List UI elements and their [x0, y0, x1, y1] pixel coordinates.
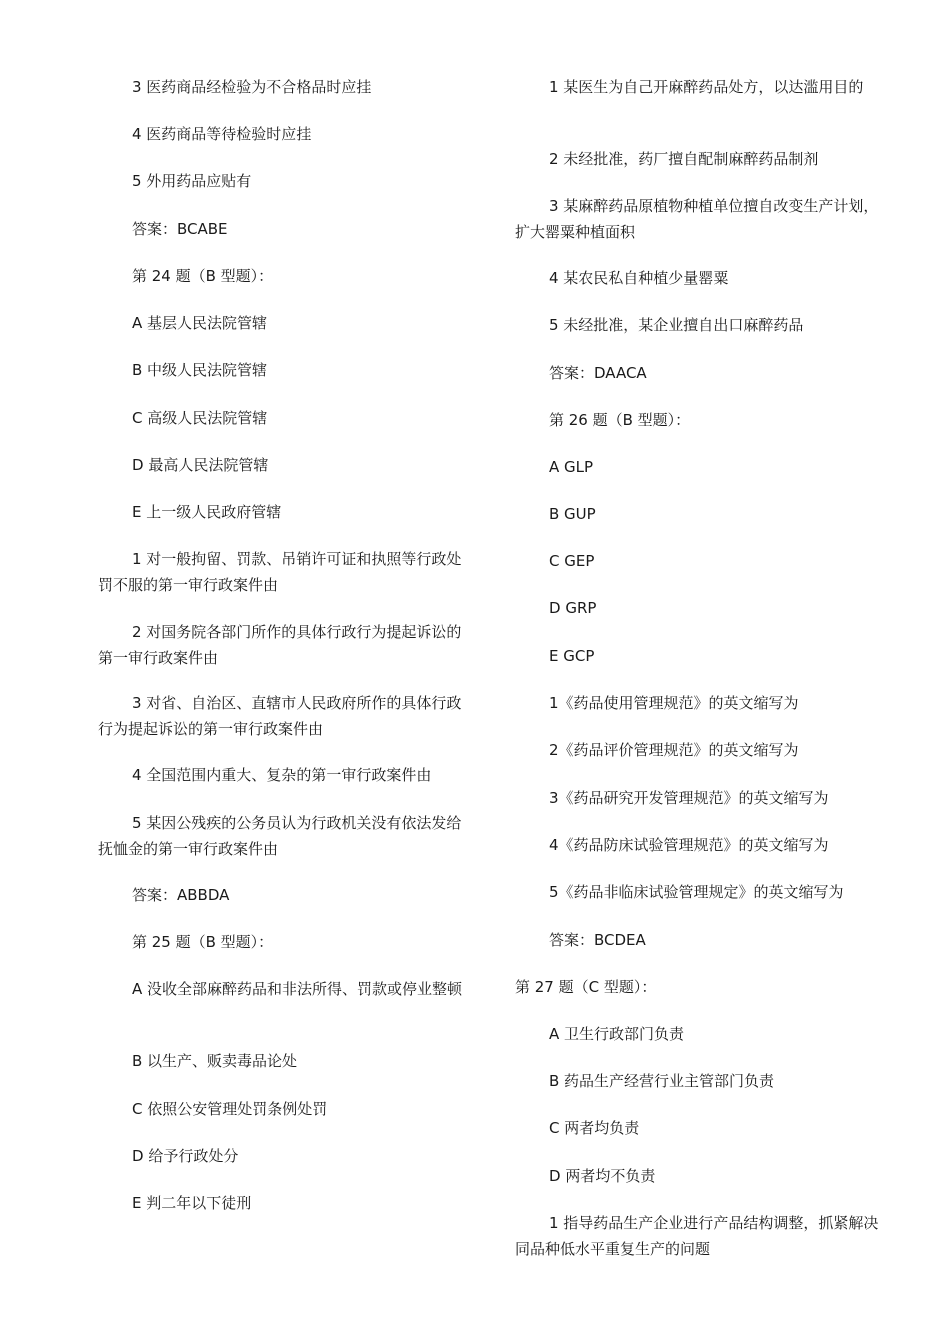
sub-question: 3 某麻醉药品原植物种植单位擅自改变生产计划，扩大罂粟种植面积 [515, 197, 879, 241]
answer-line: 答案：BCABE [132, 220, 228, 238]
sub-question: 1《药品使用管理规范》的英文缩写为 [549, 694, 799, 712]
sub-question: 1 对一般拘留、罚款、吊销许可证和执照等行政处罚不服的第一审行政案件由 [98, 550, 462, 594]
option-item: A 卫生行政部门负责 [549, 1025, 685, 1043]
left-paragraph: 5 外用药品应贴有 [132, 172, 252, 190]
option-item: C GEP [549, 552, 595, 570]
option-item: C 依照公安管理处罚条例处罚 [132, 1100, 328, 1118]
option-item: C 高级人民法院管辖 [132, 409, 268, 427]
answer-line: 答案：BCDEA [549, 931, 646, 949]
sub-question: 3 对省、自治区、直辖市人民政府所作的具体行政行为提起诉讼的第一审行政案件由 [98, 694, 462, 738]
option-item: E 上一级人民政府管辖 [132, 503, 282, 521]
left-paragraph: 4 医药商品等待检验时应挂 [132, 125, 312, 143]
option-item: A 没收全部麻醉药品和非法所得、罚款或停业整顿 [132, 980, 463, 998]
sub-question: 5 某因公残疾的公务员认为行政机关没有依法发给抚恤金的第一审行政案件由 [98, 814, 462, 858]
option-item: D 最高人民法院管辖 [132, 456, 269, 474]
sub-question: 5 未经批准，某企业擅自出口麻醉药品 [549, 316, 804, 334]
sub-question: 4《药品防床试验管理规范》的英文缩写为 [549, 836, 829, 854]
sub-question: 2《药品评价管理规范》的英文缩写为 [549, 741, 799, 759]
question-heading: 第 27 题（C 型题）： [515, 978, 657, 996]
sub-question: 4 某农民私自种植少量罂粟 [549, 269, 729, 287]
option-item: E GCP [549, 647, 595, 665]
option-item: B 中级人民法院管辖 [132, 361, 268, 379]
option-item: D 给予行政处分 [132, 1147, 239, 1165]
option-item: D 两者均不负责 [549, 1167, 656, 1185]
question-heading: 第 26 题（B 型题）： [549, 411, 691, 429]
question-heading: 第 24 题（B 型题）： [132, 267, 274, 285]
option-item: B 药品生产经营行业主管部门负责 [549, 1072, 775, 1090]
sub-question: 1 某医生为自己开麻醉药品处方，以达滥用目的 [549, 78, 864, 96]
sub-question: 1 指导药品生产企业进行产品结构调整，抓紧解决同品种低水平重复生产的问题 [515, 1214, 879, 1258]
answer-line: 答案：DAACA [549, 364, 647, 382]
sub-question: 2 未经批准，药厂擅自配制麻醉药品制剂 [549, 150, 819, 168]
sub-question: 4 全国范围内重大、复杂的第一审行政案件由 [132, 766, 432, 784]
sub-question: 2 对国务院各部门所作的具体行政行为提起诉讼的第一审行政案件由 [98, 623, 462, 667]
option-item: A GLP [549, 458, 594, 476]
left-paragraph: 3 医药商品经检验为不合格品时应挂 [132, 78, 372, 96]
option-item: B 以生产、贩卖毒品论处 [132, 1052, 298, 1070]
option-item: C 两者均负责 [549, 1119, 640, 1137]
option-item: E 判二年以下徒刑 [132, 1194, 252, 1212]
sub-question: 3《药品研究开发管理规范》的英文缩写为 [549, 789, 829, 807]
question-heading: 第 25 题（B 型题）： [132, 933, 274, 951]
option-item: A 基层人民法院管辖 [132, 314, 268, 332]
option-item: D GRP [549, 599, 597, 617]
answer-line: 答案：ABBDA [132, 886, 230, 904]
sub-question: 5《药品非临床试验管理规定》的英文缩写为 [549, 883, 844, 901]
option-item: B GUP [549, 505, 596, 523]
